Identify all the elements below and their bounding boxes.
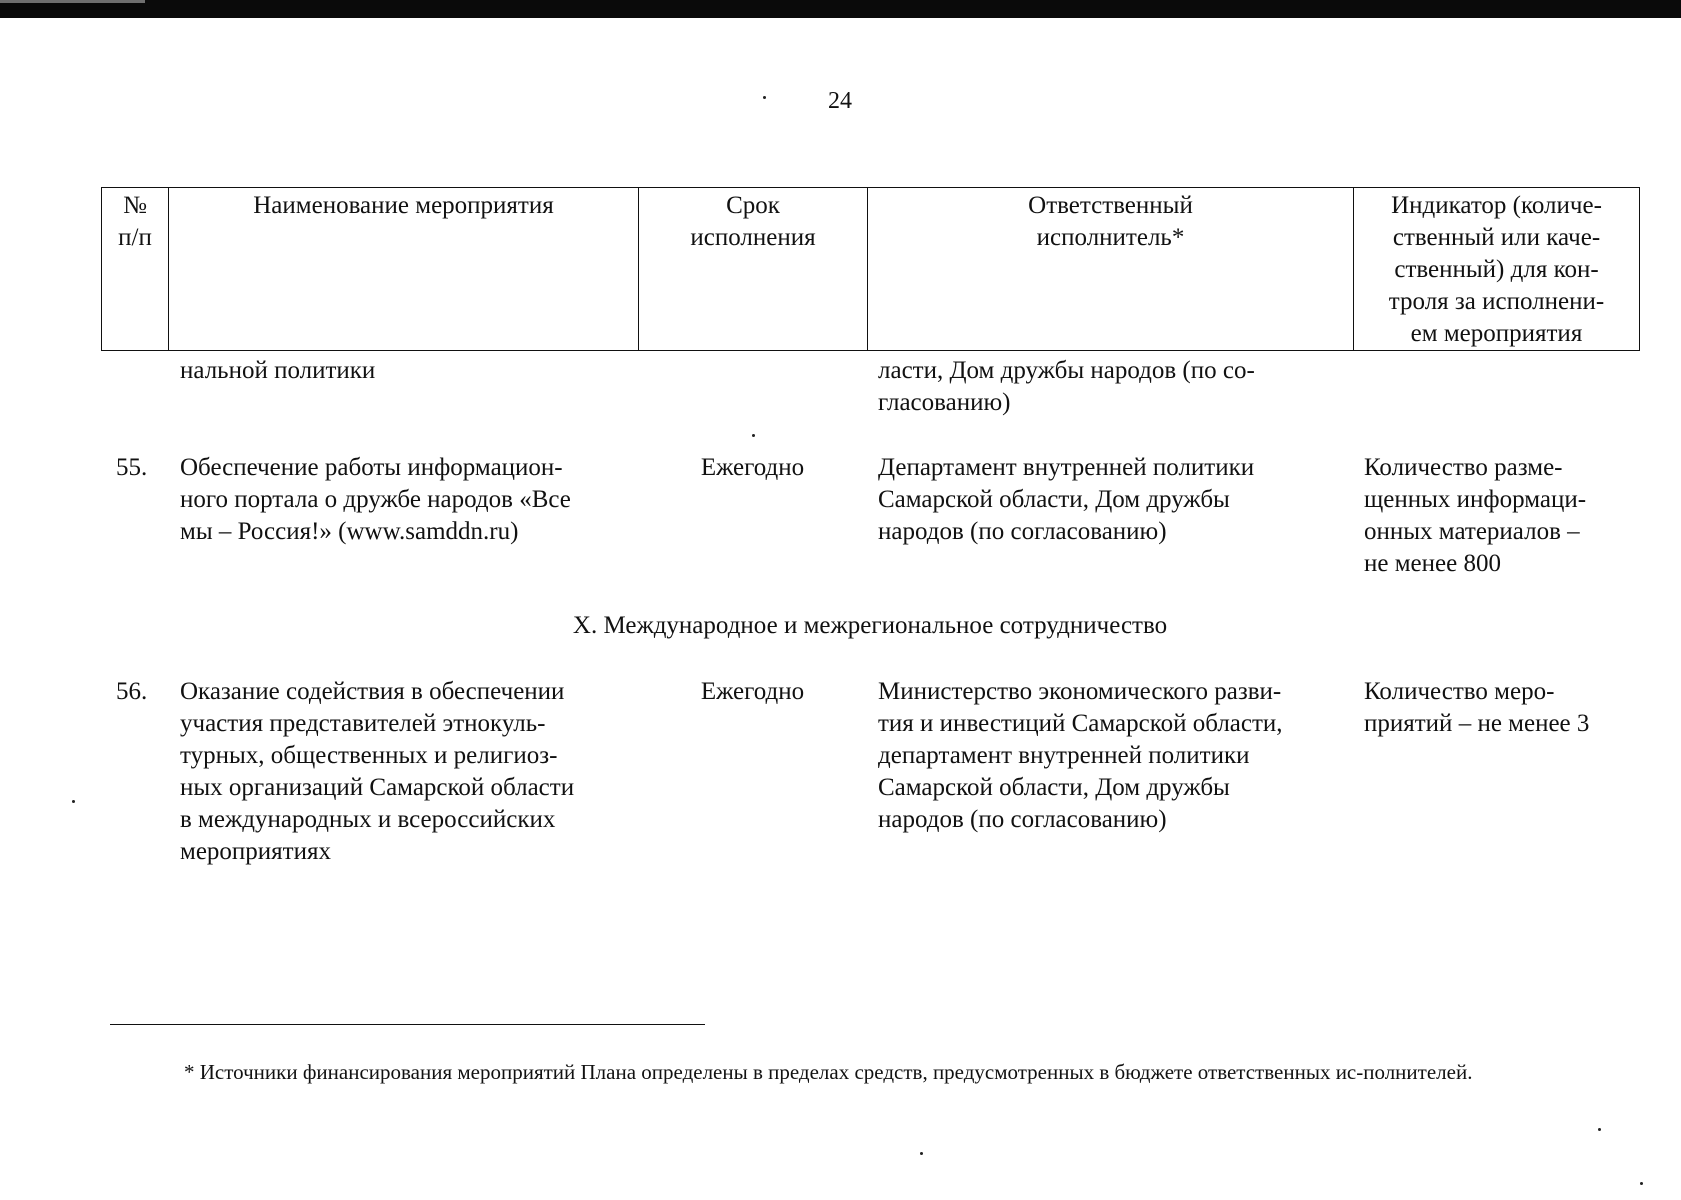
table-header-row: [102, 188, 1640, 351]
row-55-name: Обеспечение работы информацион- ного портала о дружбе народов «Все мы – Россия!» (www.samddn.ru): [180, 454, 571, 545]
row-56-number: 56.: [116, 678, 148, 705]
scan-border-top: [0, 0, 1681, 18]
section-title: X. Международное и межрегиональное сотрудничество: [572, 612, 1168, 639]
continuation-responsible: ласти, Дом дружбы народов (по со- гласованию): [878, 357, 1255, 416]
row-55-term: Ежегодно: [700, 454, 805, 481]
page-number: 24: [828, 88, 852, 114]
column-header-responsible: Ответственный исполнитель*: [868, 188, 1354, 351]
scan-speck: [1640, 1182, 1643, 1185]
row-56-indicator: Количество меро- приятий – не менее 3: [1364, 678, 1590, 737]
footnote-text: * Источники финансирования мероприятий Плана определены в пределах средств, предусмотренных в бюджете ответственных ис-полнителей.: [184, 1060, 1473, 1084]
column-header-indicator: Индикатор (количе- ственный или каче- ственный) для кон- троля за исполнени- ем мероприятия: [1354, 188, 1640, 351]
column-header-term: Срок исполнения: [639, 188, 868, 351]
column-header-name: Наименование мероприятия: [169, 188, 639, 351]
row-56-responsible: Министерство экономического разви- тия и инвестиций Самарской области, департамент внутренней политики Самарской области, Дом дружбы народов (по согласованию): [878, 678, 1283, 833]
row-56-name: Оказание содействия в обеспечении участия представителей этнокуль- турных, общественных и религиоз- ных организаций Самарской области в международных и всероссийских мероприятиях: [180, 678, 575, 865]
scan-speck: [763, 96, 766, 99]
table-header: [101, 187, 1640, 351]
scan-speck: [1598, 1128, 1601, 1131]
footnote-rule: [110, 1024, 705, 1025]
row-55-number: 55.: [116, 454, 148, 481]
scan-speck: [72, 800, 75, 803]
row-55-responsible: Департамент внутренней политики Самарской области, Дом дружбы народов (по согласованию): [878, 454, 1255, 545]
continuation-name: нальной политики: [180, 357, 376, 384]
scan-border-highlight: [0, 0, 145, 3]
scan-speck: [920, 1152, 923, 1155]
row-56-term: Ежегодно: [700, 678, 805, 705]
column-header-number: № п/п: [102, 188, 169, 351]
row-55-indicator: Количество разме- щенных информаци- онных материалов – не менее 800: [1364, 454, 1587, 577]
scan-speck: [752, 434, 755, 437]
